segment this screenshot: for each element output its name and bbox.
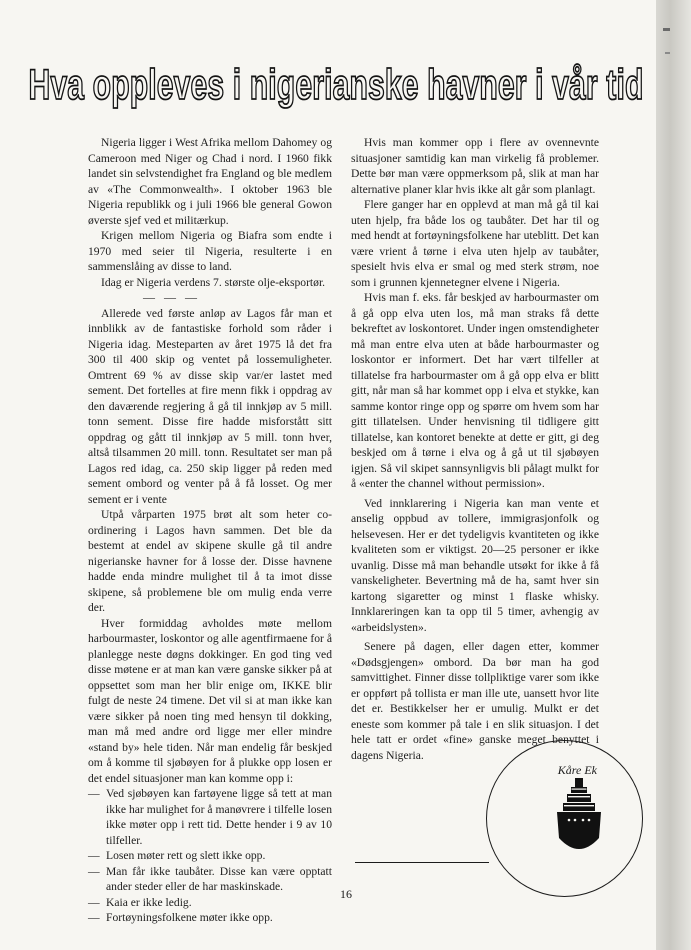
list-item: — Ved sjøbøyen kan fartøyene ligge så tett at man ikke har mulighet for å manøvrere i tilfelle losen ikke møter opp i rett tid. Dette hender i 9 av 10 tilfeller.	[88, 786, 332, 848]
paragraph: Allerede ved første anløp av Lagos får man et innblikk av de fantastiske forhold som råder i Nigeria idag. Mesteparten av året 1975 lå det fra 300 til 400 skip og ventet på lossemuligheter. Omtrent 69 % av disse skip var/er lastet med sement. Det fortelles at fire menn fikk i oppdrag av den daværende regjering å gå til innkjøp av 5 mill. tonn sement. Disse fire hadde misforstått sitt oppdrag og gått til innkjøp av 5 mill. tonn hver, altså tilsammen 20 mill. tonn. Resultatet ser man på Lagos red idag, ca. 250 skip ligger på reden med sement ombord og venter på å få losset. Og mer sement er i vente	[88, 306, 332, 506]
page-edge-shadow	[656, 0, 691, 950]
page-number: 16	[340, 887, 352, 901]
paragraph: Hvis man f. eks. får beskjed av harbourmaster om å gå opp elva uten los, må man straks få dette bekreftet av loskontoret. Under ingen omstendigheter må man entre elva uten at både harbourmaster og loskontor er informert. Det har vært tilfeller at tillatelse fra harbourmaster om å gå opp elva er blitt gitt, når man så har kommet opp i elva et stykke, kan samme kontor ringe opp og spørre om hvem som har gitt tillatelsen. Under henvisning til tidligere gitt tillatelse, kan kontoret benekte at dette er gitt, gi deg beskjed om å tørne i elva og å gå ut til sjøbøyen igjen. Så vil skipet sannsynligvis bli pålagt mulkt for å «enter the channel without permission».	[351, 291, 599, 490]
divider-line	[355, 862, 489, 863]
right-column	[351, 135, 599, 779]
paragraph: Ved innklarering i Nigeria kan man vente et anselig oppbud av tollere, immigrasjonfolk og helsevesen. Her er det tydeligvis kvantiteten og ikke kvaliteten som er viktigst. 20—25 personer er ikke uvanlig. Disse må man behandle utsøkt for ikke å få vanskeligheter. Bevertning må de ha, samt hver sin kartong sigaretter og minst 1 flaske whisky. Innklareringen kan ta opp til 5 timer, avhengig av «arbeidslysten».	[351, 496, 599, 634]
list-item: — Man får ikke taubåter. Disse kan være opptatt ander steder eller de har maskinskade.	[88, 864, 332, 895]
paragraph: Idag er Nigeria verdens 7. største olje-eksportør.	[101, 275, 326, 289]
ship-icon	[549, 778, 609, 860]
section-separator: — — —	[143, 290, 200, 304]
paragraph: Utpå vårparten 1975 brøt alt som heter co-ordinering i Lagos havn sammen. Det ble da bestemt at endel av skipene skulle gå til andre nigerianske havner for å losse der. Disse havnene hadde enda mindre mulighet til å ta imot disse skipene, så problemene ble om mulig enda verre der.	[88, 508, 332, 614]
author-signature: Kåre Ek	[557, 763, 597, 777]
paragraph: Hver formiddag avholdes møte mellom harbourmaster, loskontor og alle agentfirmaene for å planlegge neste døgns dokkinger. En god ting ved disse møtene er at man kan være ganske sikker på at oppsettet som man her blir enige om, IKKE blir fulgt de neste 24 timene. Det vil si at man ikke kan være sikker på noen ting med hensyn til dokking, man må med andre ord ligge mer eller mindre «stand by» hele tiden. Når man endelig får beskjed om å komme til sjøbøyen for å plukke opp losen er det endel situasjoner man kan komme opp i:	[88, 616, 332, 785]
paragraph: Senere på dagen, eller dagen etter, kommer «Dødsgjengen» ombord. Da bør man ha god samvittighet. Finner disse tollpliktige varer som ikke er oppført på tollista er man ille ute, uansett hvor lite det er. Bestikkelser her er umulig. Mulkt er det eneste som kommer på tale i en slik situasjon. I det hele tatt er ordet «fine» ganske meget benyttet i dagens Nigeria.	[351, 640, 599, 762]
article-title: Hva oppleves i nigerianske havner i vår tid	[28, 60, 644, 109]
left-column	[88, 135, 332, 926]
list-item: — Fortøyningsfolkene møter ikke opp.	[88, 910, 332, 926]
paragraph: Nigeria ligger i West Afrika mellom Dahomey og Cameroon med Niger og Chad i nord. I 1960 fikk landet sin selvstendighet fra England og ble medlem av «The Commonwealth». I oktober 1963 ble Nigeria republikk og i juli 1966 ble general Gowon øverste sjef ved et militærkup.	[88, 136, 332, 227]
situation-list	[88, 786, 332, 926]
edge-mark	[663, 28, 670, 31]
paragraph: Hvis man kommer opp i flere av ovennevnte situasjoner samtidig kan man virkelig få problemer. Dette bør man være oppmerksom på, slik at man har alternative planer klar hvis ikke alt går som planlagt.	[351, 136, 599, 196]
list-item: — Kaia er ikke ledig.	[88, 895, 332, 911]
list-item: — Losen møter rett og slett ikke opp.	[88, 848, 332, 864]
paragraph: Krigen mellom Nigeria og Biafra som endte i 1970 med seier til Nigeria, resulterte i en sammenslåing av disse to land.	[88, 229, 332, 273]
edge-mark	[665, 52, 670, 54]
paragraph: Flere ganger har en opplevd at man må gå til kai uten hjelp, fra både los og taubåter. Det har til og med hendt at fortøyningsfolkene har uteblitt. Det kan være vrient å tørne i elva uten hjelp av taubåter, spesielt hvis elva er smal og med sterk strøm, noe som i grunnen kjennetegner elvene i Nigeria.	[351, 198, 599, 289]
